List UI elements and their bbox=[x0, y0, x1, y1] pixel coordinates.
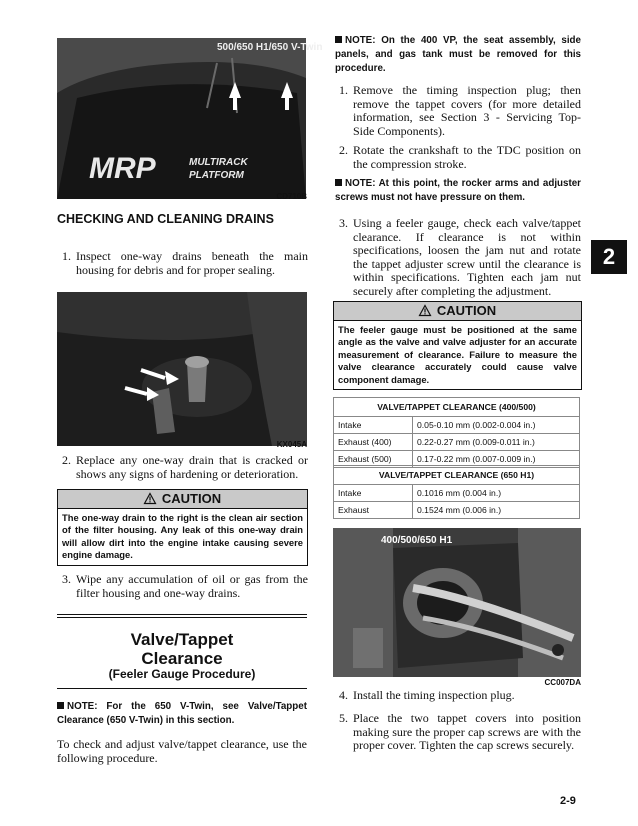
caution-text: The one-way drain to the right is the clean air section of the filter housing. Any leak of this one-way drain will allow dirt into the engine intake causing severe engine damage. bbox=[62, 512, 303, 561]
table-title: VALVE/TAPPET CLEARANCE (650 H1) bbox=[334, 466, 580, 485]
photo-id-cd710b: CD710B bbox=[276, 192, 307, 201]
caution-header bbox=[334, 302, 581, 321]
photo-id-kx045a: KX045A bbox=[276, 440, 307, 449]
warning-icon bbox=[419, 305, 431, 316]
note-rocker-arms: NOTE: At this point, the rocker arms and adjuster screws must not have pressure on them. bbox=[335, 178, 581, 203]
clearance-table-650-h1 bbox=[333, 465, 580, 519]
photo-mrp-housing bbox=[57, 38, 323, 199]
logo-line-1: MULTIRACK bbox=[189, 157, 248, 168]
left-step-1: 1. Inspect one-way drains beneath the main housing for debris and for proper sealing. bbox=[62, 249, 308, 277]
note-bullet-icon bbox=[335, 36, 342, 43]
section-subtitle: (Feeler Gauge Procedure) bbox=[108, 667, 256, 681]
caution-box-feeler bbox=[333, 301, 582, 390]
table-row: Exhaust (500) 0.17-0.22 mm (0.007-0.009 in.) bbox=[334, 451, 580, 468]
clearance-table-400-500 bbox=[333, 397, 580, 468]
table-row: Intake 0.05-0.10 mm (0.002-0.004 in.) bbox=[334, 417, 580, 434]
table-row: Exhaust (400) 0.22-0.27 mm (0.009-0.011 in.) bbox=[334, 434, 580, 451]
table-title: VALVE/TAPPET CLEARANCE (400/500) bbox=[334, 398, 580, 417]
photo-one-way-drain bbox=[57, 292, 307, 446]
logo-mrp: MRP bbox=[89, 152, 156, 185]
right-step-4: 4. Install the timing inspection plug. bbox=[339, 688, 515, 702]
logo-line-2: PLATFORM bbox=[189, 170, 244, 181]
note-bullet-icon bbox=[335, 179, 342, 186]
left-step-2: 2. Replace any one-way drain that is cracked or shows any signs of hardening or deterioration. bbox=[62, 453, 308, 481]
caution-text: The feeler gauge must be positioned at the same angle as the valve and valve adjuster for an accurate measurement of clearance. Failure to measure the valve clearance accurately could cause valve component damage. bbox=[338, 324, 577, 385]
section-tab-marker: 2 bbox=[591, 240, 627, 274]
procedure-intro: To check and adjust valve/tappet clearance, use the following procedure. bbox=[57, 737, 307, 765]
note-650-vtwin: NOTE: For the 650 V-Twin, see Valve/Tappet Clearance (650 V-Twin) in this section. bbox=[57, 701, 307, 726]
page-number: 2-9 bbox=[560, 795, 576, 807]
photo-label-engines: 400/500/650 H1 bbox=[381, 535, 453, 546]
photo-label-models: 500/650 H1/650 V-Twin bbox=[217, 42, 323, 53]
section-heading-drains: CHECKING AND CLEANING DRAINS bbox=[57, 212, 274, 226]
photo-feeler-gauge bbox=[333, 528, 581, 677]
note-400vp: NOTE: On the 400 VP, the seat assembly, side panels, and gas tank must be removed for this procedure. bbox=[335, 35, 581, 74]
caution-title: CAUTION bbox=[436, 303, 497, 318]
caution-title: CAUTION bbox=[161, 491, 222, 506]
table-row: Exhaust 0.1524 mm (0.006 in.) bbox=[334, 502, 580, 519]
warning-icon bbox=[144, 493, 156, 504]
right-step-3: 3. Using a feeler gauge, check each valve/tappet clearance. If clearance is not within specifications, loosen the jam nut and rotate the tappet adjuster screw until the clearance is within specifications. Tighten each jam nut securely after completing the adjustment. bbox=[339, 216, 581, 298]
right-step-5: 5. Place the two tappet covers into position making sure the proper cap screws are with the proper cover. Tighten the cap screws securely. bbox=[339, 711, 581, 752]
section-title: Valve/Tappet Clearance bbox=[130, 630, 234, 668]
note-bullet-icon bbox=[57, 702, 64, 709]
rule-bottom bbox=[57, 688, 307, 689]
caution-header bbox=[58, 490, 307, 509]
right-step-1: 1. Remove the timing inspection plug; then remove the tappet covers (for more detailed information, see Section 3 - Servicing Top-Side Components). bbox=[339, 83, 581, 138]
rule-top-2 bbox=[57, 617, 307, 618]
rule-top bbox=[57, 614, 307, 615]
photo-id-cc007da: CC007DA bbox=[544, 678, 581, 687]
left-step-3: 3. Wipe any accumulation of oil or gas from the filter housing and one-way drains. bbox=[62, 572, 308, 600]
table-row: Intake 0.1016 mm (0.004 in.) bbox=[334, 485, 580, 502]
right-step-2: 2. Rotate the crankshaft to the TDC position on the compression stroke. bbox=[339, 143, 581, 171]
caution-box-drain bbox=[57, 489, 308, 566]
